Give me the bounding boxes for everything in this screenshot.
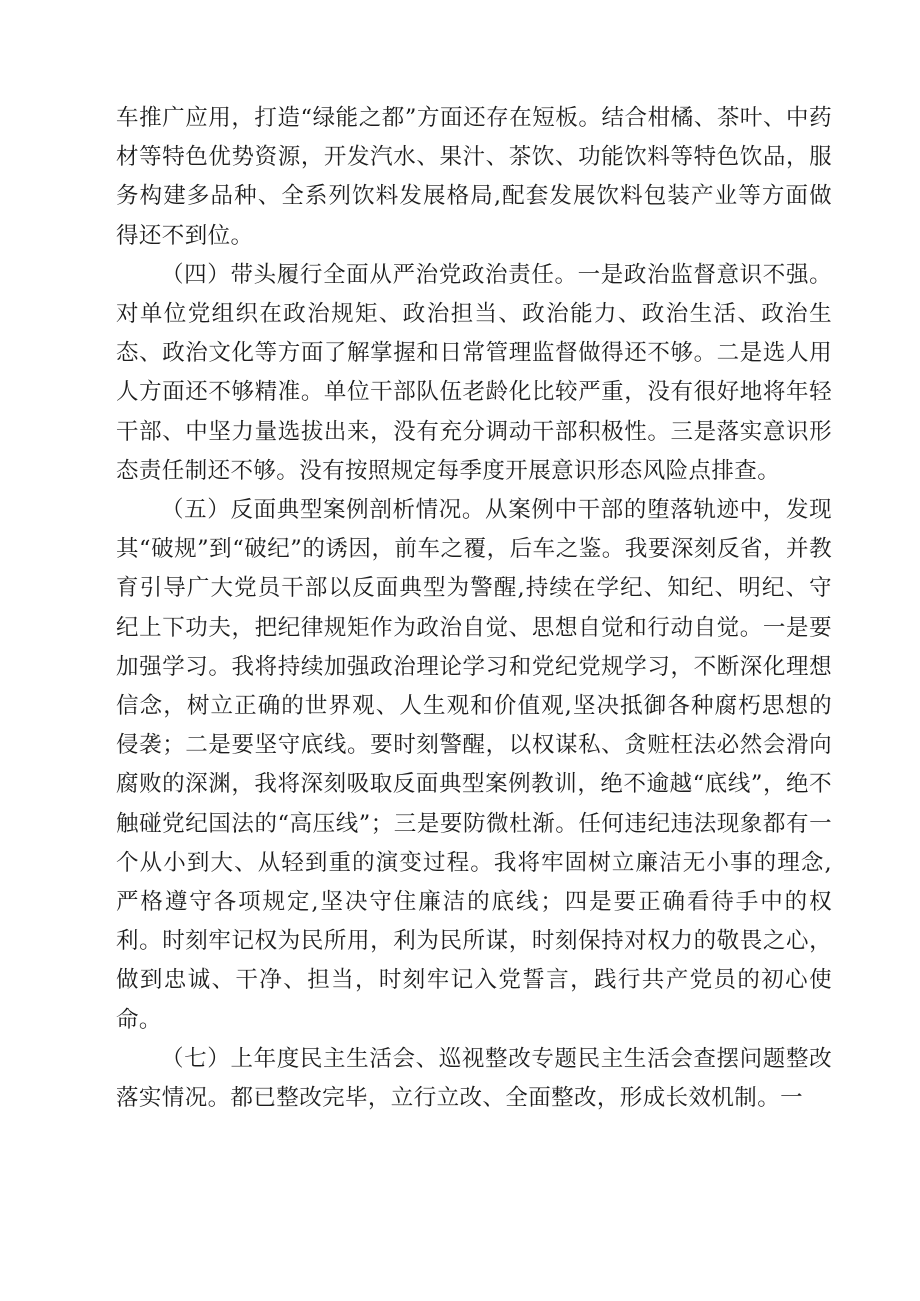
paragraph-section-4-political-responsibility: （四）带头履行全面从严治党政治责任。一是政治监督意识不强。对单位党组织在政治规矩、政治担当、政治能力、政治生活、政治生态、政治文化等方面了解掌握和日常管理监督做得还不够。二是选人用人方面还不够精准。单位干部队伍老龄化比较严重，没有很好地将年轻干部、中坚力量选拔出来，没有充分调动干部积极性。三是落实意识形态责任制还不够。没有按照规定每季度开展意识形态风险点排查。 <box>116 261 832 484</box>
paragraph-continuation: 车推广应用，打造“绿能之都”方面还存在短板。结合柑橘、茶叶、中药材等特色优势资源，开发汽水、果汁、茶饮、功能饮料等特色饮品，服务构建多品种、全系列饮料发展格局,配套发展饮料包装产业等方面做得还不到位。 <box>116 105 832 249</box>
paragraph-section-7-rectification-status: （七）上年度民主生活会、巡视整改专题民主生活会查摆问题整改落实情况。都已整改完毕，立行立改、全面整改，形成长效机制。一 <box>116 1045 832 1112</box>
document-body <box>116 99 832 1118</box>
paragraph-section-5-negative-case-analysis: （五）反面典型案例剖析情况。从案例中干部的堕落轨迹中，发现其“破规”到“破纪”的诱因，前车之覆，后车之鉴。我要深刻反省，并教育引导广大党员干部以反面典型为警醒,持续在学纪、知纪、明纪、守纪上下功夫，把纪律规矩作为政治自觉、思想自觉和行动自觉。一是要加强学习。我将持续加强政治理论学习和党纪党规学习，不断深化理想信念，树立正确的世界观、人生观和价值观,坚决抵御各种腐朽思想的侵袭；二是要坚守底线。要时刻警醒，以权谋私、贪赃枉法必然会滑向腐败的深渊，我将深刻吸取反面典型案例教训，绝不逾越“底线”，绝不触碰党纪国法的“高压线”；三是要防微杜渐。任何违纪违法现象都有一个从小到大、从轻到重的演变过程。我将牢固树立廉洁无小事的理念,严格遵守各项规定,坚决守住廉洁的底线；四是要正确看待手中的权利。时刻牢记权为民所用，利为民所谋，时刻保持对权力的敬畏之心，做到忠诚、干净、担当，时刻牢记入党誓言，践行共产党员的初心使命。 <box>116 497 832 1033</box>
